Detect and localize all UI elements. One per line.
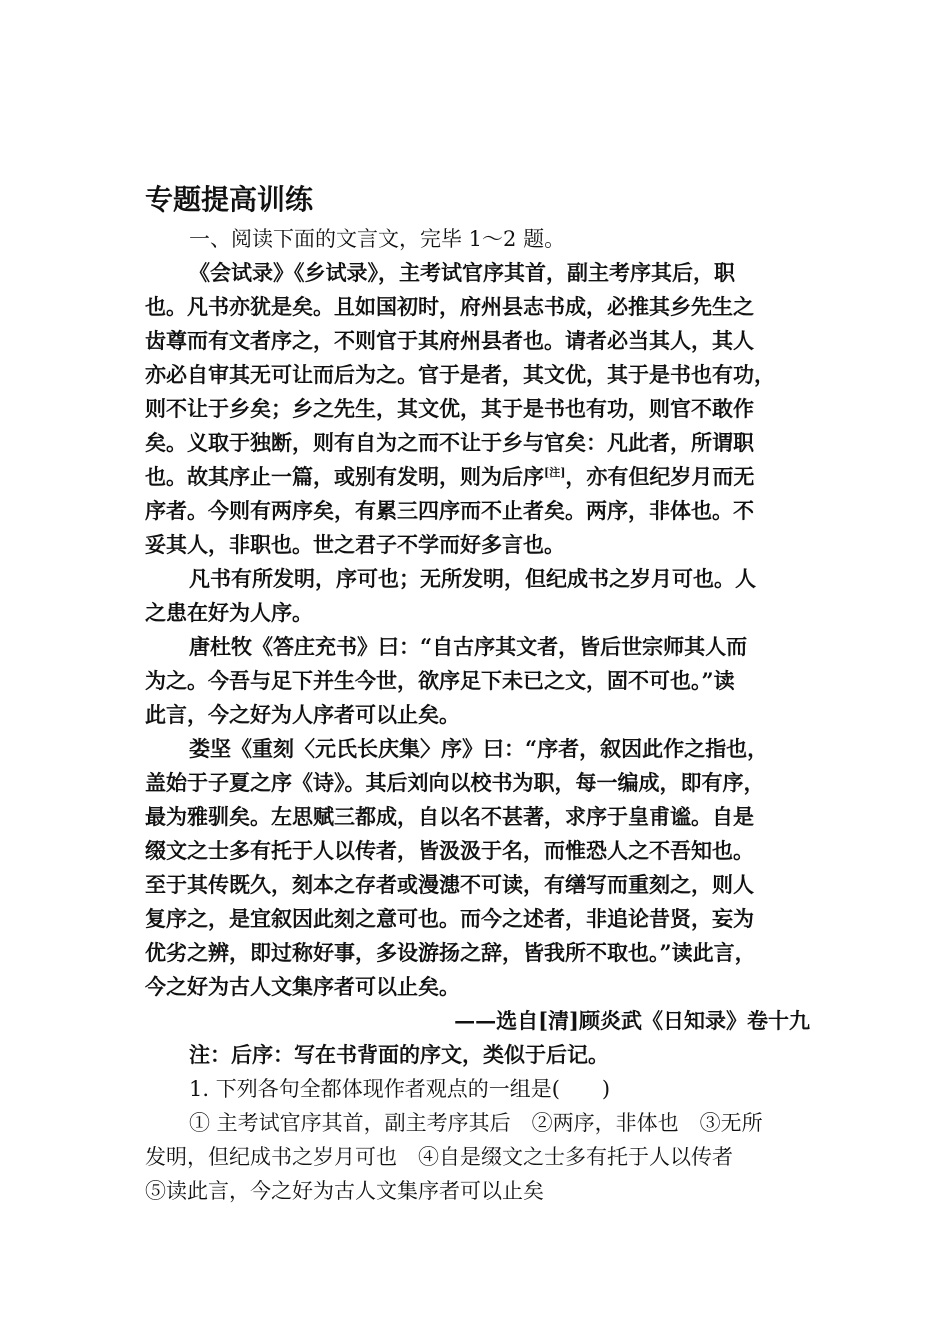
section-title: 专题提高训练 <box>145 183 314 216</box>
source-citation: ——选自[清]顾炎武《日知录》卷十九 <box>454 1008 810 1033</box>
document-page <box>145 180 810 1208</box>
passage-line: 矣。义取于独断，则有自为之而不让于乡与官矣：凡此者，所谓职 <box>145 430 754 455</box>
passage-line: 最为雅驯矣。左思赋三都成，自以名不甚著，求序于皇甫谧。自是 <box>145 804 754 829</box>
passage-line: 今之好为古人文集序者可以止矣。 <box>145 974 460 999</box>
option-line: 发明，但纪成书之岁月可也 ④自是缀文之士多有托于人以传者 <box>145 1145 733 1169</box>
instruction-line: 一、阅读下面的文言文，完毕 1～2 题。 <box>189 227 566 251</box>
passage-line: 此言，今之好为人序者可以止矣。 <box>145 702 460 727</box>
note-marker: [注] <box>544 466 566 479</box>
passage-line: 复序之，是宜叙因此刻之意可也。而今之述者，非追论昔贤，妄为 <box>145 906 754 931</box>
passage-line: 盖始于子夏之序《诗》。其后刘向以校书为职，每一编成，即有序， <box>145 770 765 795</box>
passage-paragraph-2 <box>145 562 810 630</box>
passage-line: 齿尊而有文者序之，不则官于其府州县者也。请者必当其人，其人 <box>145 328 754 353</box>
passage-paragraph-1 <box>145 256 810 562</box>
passage-line: 缀文之士多有托于人以传者，皆汲汲于名，而惟恐人之不吾知也。 <box>145 838 754 863</box>
footnote: 注：后序：写在书背面的序文，类似于后记。 <box>189 1042 609 1067</box>
passage-line-with-note <box>145 460 810 494</box>
passage-line: 也。凡书亦犹是矣。且如国初时，府州县志书成，必推其乡先生之 <box>145 294 754 319</box>
option-line: ① 主考试官序其首，副主考序其后 ②两序，非体也 ③无所 <box>189 1111 763 1135</box>
passage-line: 唐杜牧《答庄充书》曰：“自古序其文者，皆后世宗师其人而 <box>189 634 748 659</box>
passage-line: 娄坚《重刻〈元氏长庆集〉序》曰：“序者，叙因此作之指也， <box>189 736 769 761</box>
passage-line: 为之。今吾与足下并生今世，欲序足下未已之文，固不可也。”读 <box>145 668 735 693</box>
question-1: 1. 下列各句全都体现作者观点的一组是( ) <box>189 1077 611 1101</box>
passage-text: 也。故其序止一篇，或别有发明，则为后序 <box>145 464 544 489</box>
passage-line: 凡书有所发明，序可也；无所发明，但纪成书之岁月可也。人 <box>189 566 756 591</box>
passage-text: ，亦有但纪岁月而无 <box>565 464 755 489</box>
passage-paragraph-3 <box>145 630 810 732</box>
passage-line: 之患在好为人序。 <box>145 600 313 625</box>
passage-line: 亦必自审其无可让而后为之。官于是者，其文优，其于是书也有功， <box>145 362 775 387</box>
passage-line: 则不让于乡矣；乡之先生，其文优，其于是书也有功，则官不敢作 <box>145 396 754 421</box>
option-line: ⑤读此言，今之好为古人文集序者可以止矣 <box>145 1179 544 1203</box>
passage-paragraph-4 <box>145 732 810 1004</box>
passage-line: 优劣之辨，即过称好事，多设游扬之辞，皆我所不取也。”读此言， <box>145 940 756 965</box>
passage-line: 《会试录》《乡试录》，主考试官序其首，副主考序其后，职 <box>189 260 735 285</box>
question-1-options <box>145 1106 810 1208</box>
passage-line: 至于其传既久，刻本之存者或漫漶不可读，有缮写而重刻之，则人 <box>145 872 754 897</box>
passage-line: 序者。今则有两序矣，有累三四序而不止者矣。两序，非体也。不 <box>145 498 754 523</box>
passage-line: 妥其人，非职也。世之君子不学而好多言也。 <box>145 532 565 557</box>
